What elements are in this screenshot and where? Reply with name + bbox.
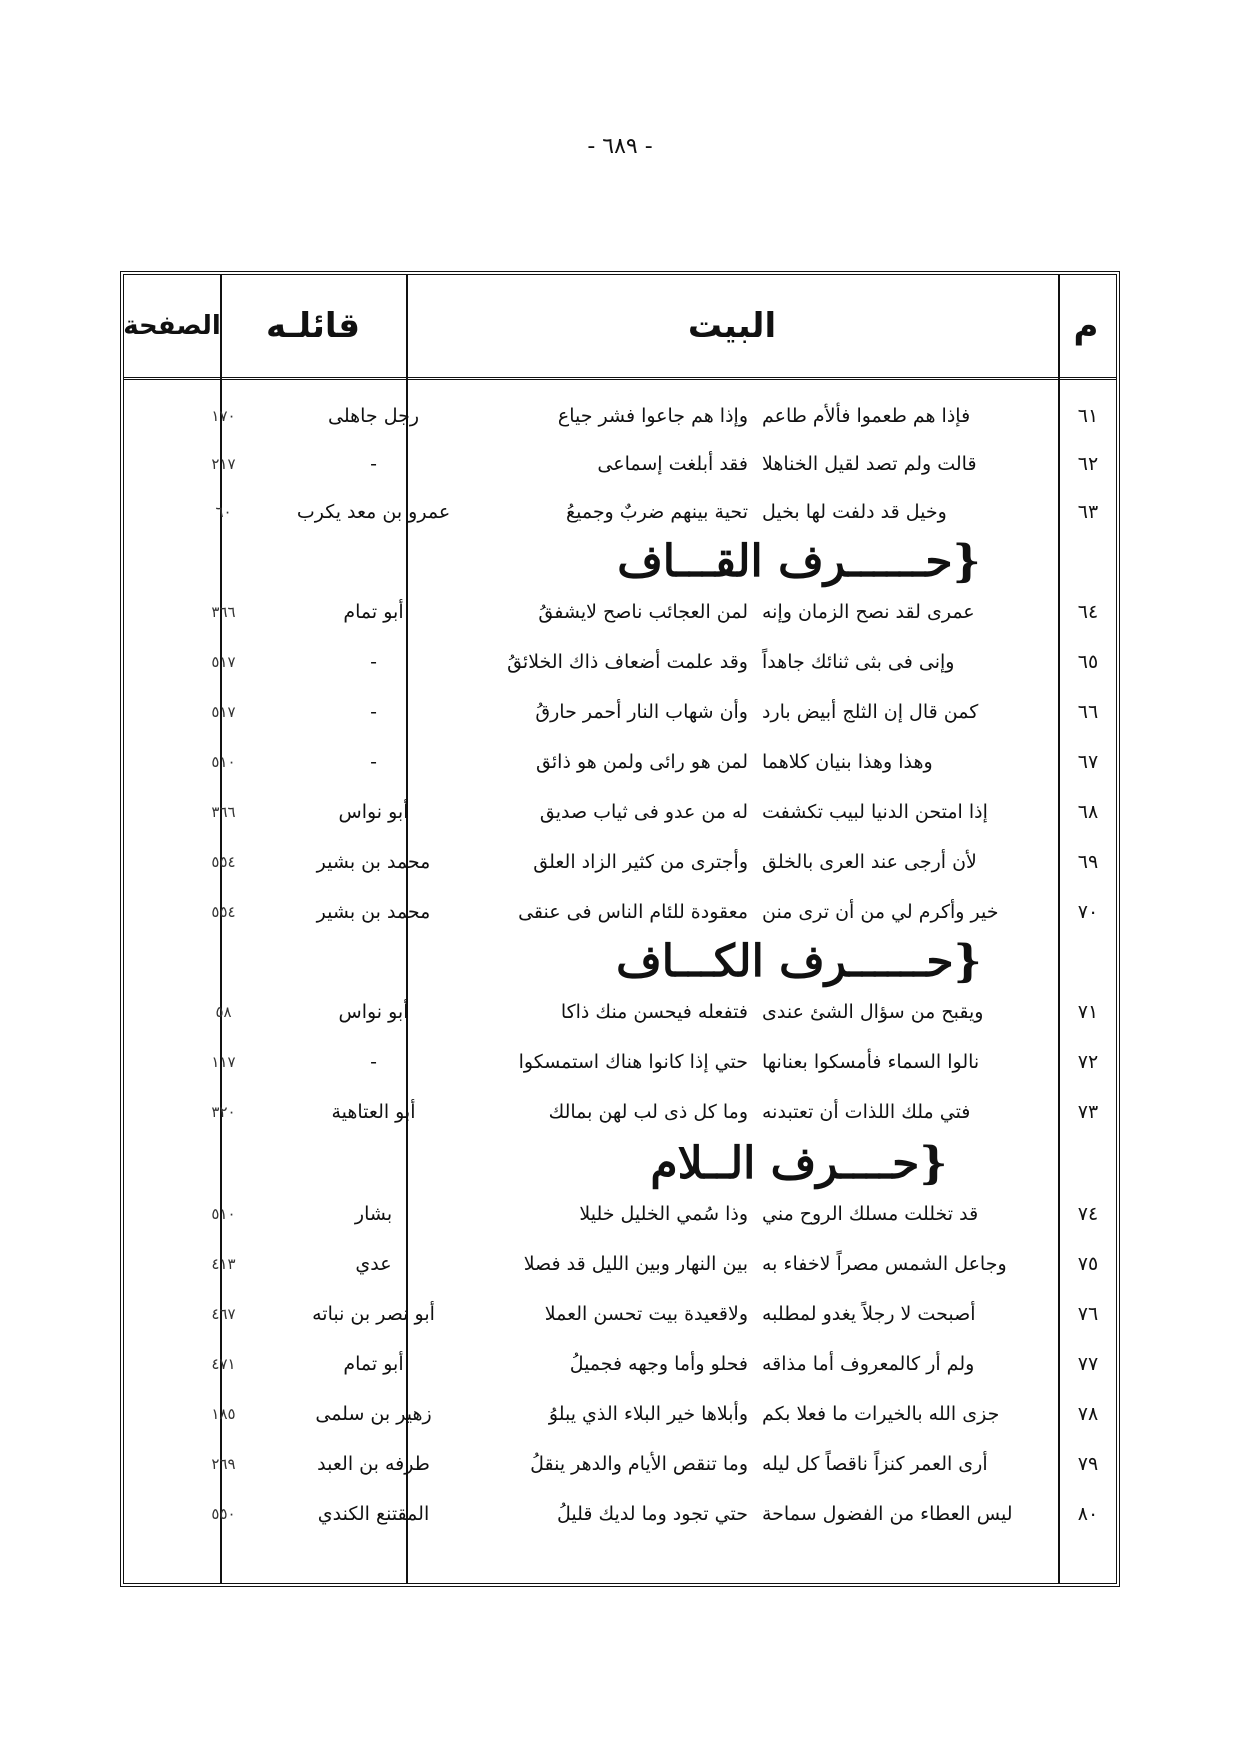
verse-number: ٦٣ <box>1077 501 1099 523</box>
verse-first-hemistich: وإنى فى بثى ثنائك جاهداً <box>762 651 955 673</box>
header-verse: البيت <box>687 306 777 346</box>
page-number: - ٦٨٩ - <box>587 134 653 159</box>
speaker: - <box>370 651 377 673</box>
verse-second-hemistich: تحية بينهم ضربٌ وجميعُ <box>565 501 748 523</box>
verse-number: ٦٨ <box>1077 801 1099 823</box>
page-ref: ٤٧١ <box>211 1355 236 1373</box>
speaker: أبو تمام <box>343 601 404 623</box>
table-row <box>124 1389 1116 1439</box>
verse-first-hemistich: وخيل قد دلفت لها بخيل <box>762 501 947 523</box>
page-ref: ٥٥٤ <box>211 903 236 921</box>
table-row <box>124 1037 1116 1087</box>
speaker: محمد بن بشير <box>316 851 431 873</box>
verse-second-hemistich: ولاقعيدة بيت تحسن العملا <box>544 1303 748 1325</box>
speaker: بشار <box>354 1203 393 1225</box>
page-ref: ٥١٠ <box>211 1205 236 1223</box>
table-row <box>124 1489 1116 1539</box>
verse-second-hemistich: وأبلاها خير البلاء الذي يبلوُ <box>548 1403 748 1425</box>
verse-number: ٦١ <box>1077 405 1099 427</box>
verse-first-hemistich: قالت ولم تصد لقيل الخناهلا <box>762 453 977 475</box>
verse-second-hemistich: وإذا هم جاعوا فشر جياع <box>557 405 748 427</box>
verse-first-hemistich: ولم أر كالمعروف أما مذاقه <box>762 1353 975 1375</box>
verse-second-hemistich: وما تنقص الأيام والدهر ينقلُ <box>530 1453 748 1475</box>
verse-first-hemistich: ليس العطاء من الفضول سماحة <box>762 1503 1013 1525</box>
table-row <box>124 487 1116 537</box>
verse-first-hemistich: إذا امتحن الدنيا لبيب تكشفت <box>762 801 988 823</box>
table-row <box>124 587 1116 637</box>
table-row <box>124 1339 1116 1389</box>
table-row <box>124 1087 1116 1137</box>
table-row <box>124 987 1116 1037</box>
verse-second-hemistich: له من عدو فى ثياب صديق <box>539 801 748 823</box>
verse-number: ٧٩ <box>1077 1453 1099 1475</box>
speaker: أبو نواس <box>338 1001 409 1023</box>
verse-first-hemistich: أصبحت لا رجلاً يغدو لمطلبه <box>762 1303 976 1325</box>
verse-second-hemistich: وأجترى من كثير الزاد العلق <box>533 851 748 873</box>
verse-first-hemistich: نالوا السماء فأمسكوا بعنانها <box>762 1051 980 1073</box>
verse-number: ٧٣ <box>1077 1101 1099 1123</box>
verse-number: ٦٦ <box>1077 701 1099 723</box>
table-row <box>124 439 1116 489</box>
speaker: أبو العتاهية <box>331 1101 416 1123</box>
verse-number: ٦٢ <box>1077 453 1099 475</box>
page-ref: ٢١٧ <box>211 455 236 473</box>
speaker: زهير بن سلمى <box>315 1403 432 1425</box>
verse-number: ٧٦ <box>1077 1303 1099 1325</box>
verse-second-hemistich: بين النهار وبين الليل قد فصلا <box>523 1253 748 1275</box>
verse-second-hemistich: فتفعله فيحسن منك ذاكا <box>560 1001 748 1023</box>
header-page: الصفحة <box>123 311 221 341</box>
verse-second-hemistich: حتي إذا كانوا هناك استمسكوا <box>518 1051 748 1073</box>
page-ref: ٥١٠ <box>211 753 236 771</box>
speaker: - <box>370 453 377 475</box>
table-row <box>124 391 1116 441</box>
table-row <box>124 1239 1116 1289</box>
verse-number: ٧١ <box>1077 1001 1099 1023</box>
verse-first-hemistich: لأن أرجى عند العرى بالخلق <box>762 851 977 873</box>
verse-second-hemistich: وقد علمت أضعاف ذاك الخلائقُ <box>507 651 748 673</box>
section-title-kaf: {حــــــرف الكـــاف <box>616 935 982 987</box>
verse-first-hemistich: خير وأكرم لي من أن ترى منن <box>762 901 999 923</box>
page-ref: ٢٦٩ <box>211 1455 236 1473</box>
verse-first-hemistich: فتي ملك اللذات أن تعتبدنه <box>762 1101 971 1123</box>
verse-second-hemistich: وما كل ذى لب لهن بمالك <box>548 1101 748 1123</box>
verse-first-hemistich: وجاعل الشمس مصراً لاخفاء به <box>762 1253 1007 1275</box>
verse-number: ٦٩ <box>1077 851 1099 873</box>
speaker: محمد بن بشير <box>316 901 431 923</box>
verse-first-hemistich: فإذا هم طعموا فألأم طاعم <box>762 405 971 427</box>
page-ref: ٤٦٧ <box>211 1305 236 1323</box>
speaker: عدي <box>355 1253 392 1275</box>
verse-second-hemistich: فحلو وأما وجهه فجميلُ <box>569 1353 748 1375</box>
verse-number: ٧٠ <box>1077 901 1099 923</box>
verse-first-hemistich: ويقبح من سؤال الشئ عندى <box>762 1001 984 1023</box>
speaker: أبو تمام <box>343 1353 404 1375</box>
verse-second-hemistich: وذا سُمي الخليل خليلا <box>579 1203 748 1225</box>
verse-number: ٧٤ <box>1077 1203 1099 1225</box>
page-ref: ٥١٧ <box>211 653 236 671</box>
speaker: - <box>370 701 377 723</box>
verse-second-hemistich: معقودة للئام الناس فى عنقى <box>518 901 748 923</box>
speaker: رجل جاهلى <box>327 405 420 427</box>
page-ref: ٤١٣ <box>211 1255 236 1273</box>
speaker: أبو نصر بن نباته <box>312 1303 435 1325</box>
verse-first-hemistich: عمرى لقد نصح الزمان وإنه <box>762 601 975 623</box>
verse-number: ٦٧ <box>1077 751 1099 773</box>
verse-number: ٧٢ <box>1077 1051 1099 1073</box>
header-num: م <box>1073 306 1099 346</box>
speaker: - <box>370 751 377 773</box>
table-row <box>124 687 1116 737</box>
table-row <box>124 787 1116 837</box>
verse-first-hemistich: جزى الله بالخيرات ما فعلا بكم <box>762 1403 1000 1425</box>
speaker: أبو نواس <box>338 801 409 823</box>
page-ref: ١٧٠ <box>211 407 236 425</box>
verse-index-table <box>120 271 1120 1587</box>
page-ref: ١١٧ <box>211 1053 236 1071</box>
verse-number: ٦٤ <box>1077 601 1099 623</box>
speaker: عمرو بن معد يكرب <box>296 501 451 523</box>
verse-second-hemistich: وأن شهاب النار أحمر حارقُ <box>535 701 748 723</box>
verse-first-hemistich: أرى العمر كنزاً ناقصاً كل ليله <box>762 1453 988 1475</box>
section-title-lam: {حــــرف الــلام <box>650 1137 948 1189</box>
table-row <box>124 637 1116 687</box>
speaker: طرفه بن العبد <box>317 1453 430 1475</box>
speaker: المقتنع الكندي <box>317 1503 430 1525</box>
verse-first-hemistich: وهذا وهذا بنيان كلاهما <box>762 751 933 773</box>
page-ref: ٣٢٠ <box>211 1103 236 1121</box>
verse-second-hemistich: فقد أبلغت إسماعى <box>597 453 748 475</box>
table-row <box>124 737 1116 787</box>
page-ref: ٣٦٦ <box>211 603 236 621</box>
table-row <box>124 1189 1116 1239</box>
page-ref: ٣٦٦ <box>211 803 236 821</box>
verse-number: ٦٥ <box>1077 651 1099 673</box>
table-row <box>124 837 1116 887</box>
verse-second-hemistich: لمن هو رائى ولمن هو ذائق <box>536 751 748 773</box>
verse-second-hemistich: حتي تجود وما لديك قليلُ <box>556 1503 748 1525</box>
page-ref: ٥٥٠ <box>211 1505 236 1523</box>
verse-number: ٧٨ <box>1077 1403 1099 1425</box>
speaker: - <box>370 1051 377 1073</box>
table-row <box>124 1289 1116 1339</box>
table-row <box>124 1439 1116 1489</box>
verse-first-hemistich: كمن قال إن الثلج أبيض بارد <box>762 701 979 723</box>
header-divider <box>124 377 1116 380</box>
page-ref: ١٨٥ <box>211 1405 236 1423</box>
table-row <box>124 887 1116 937</box>
verse-number: ٧٧ <box>1077 1353 1099 1375</box>
page-ref: ٥٨ <box>215 1003 232 1021</box>
verse-first-hemistich: قد تخللت مسلك الروح مني <box>762 1203 979 1225</box>
page-ref: ٥١٧ <box>211 703 236 721</box>
section-title-qaf: {حــــــرف القـــاف <box>617 535 981 587</box>
verse-number: ٨٠ <box>1077 1503 1099 1525</box>
verse-number: ٧٥ <box>1077 1253 1099 1275</box>
header-speaker: قائلـه <box>266 306 360 346</box>
verse-second-hemistich: لمن العجائب ناصح لايشفقُ <box>538 601 748 623</box>
page-ref: ٥٥٤ <box>211 853 236 871</box>
page-ref: ٦٠ <box>215 503 232 521</box>
